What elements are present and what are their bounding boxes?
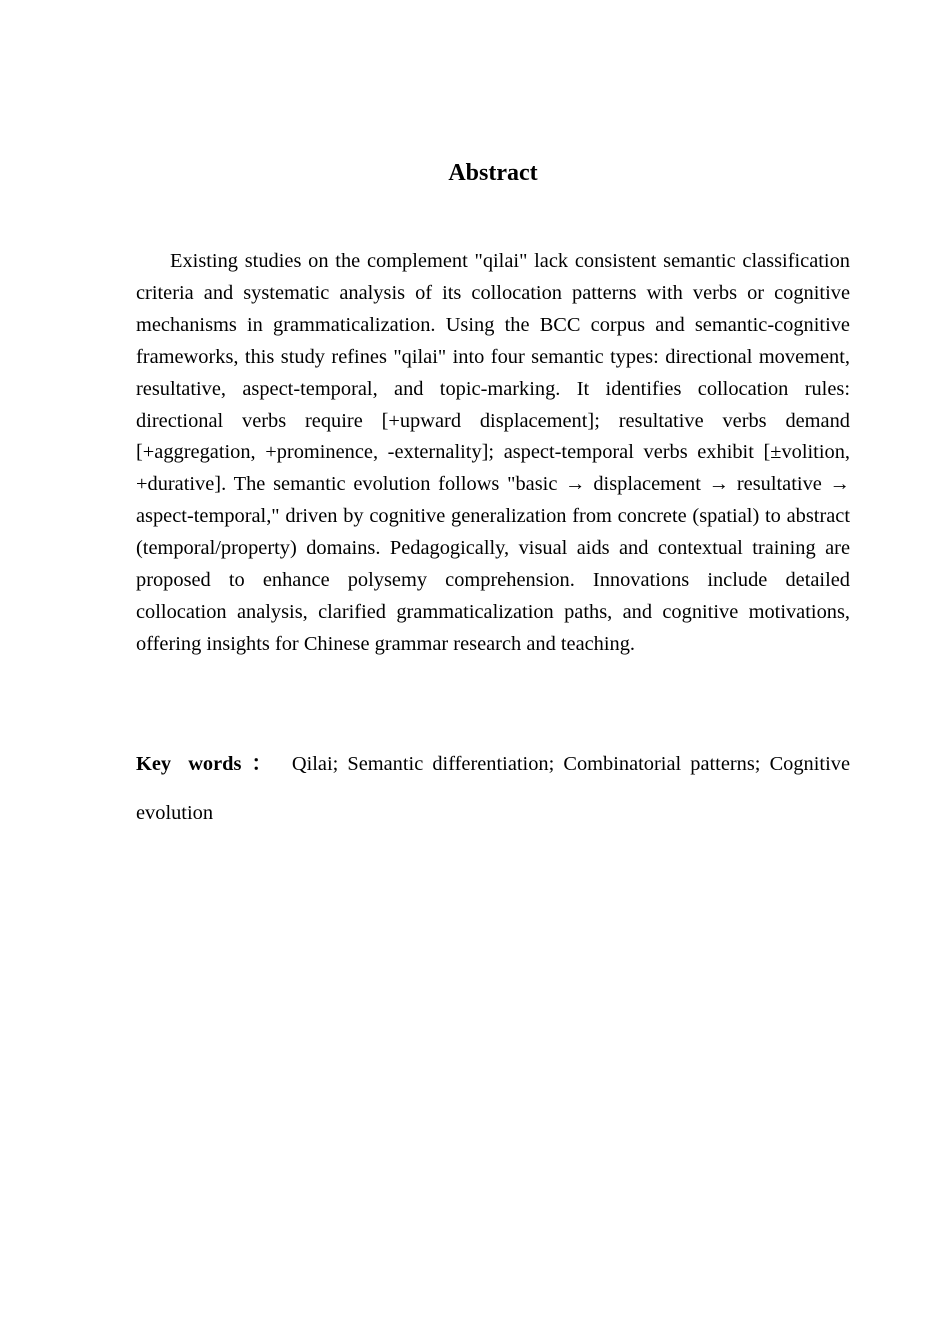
keywords-line [136,740,850,838]
keywords-colon: ： [247,753,276,775]
keywords-label: Key words [136,753,242,775]
abstract-paragraph: Existing studies on the complement "qilai" lack consistent semantic classification criteria and systematic analysis of its collocation patterns with verbs or cognitive mechanisms in grammaticalization. Using the BCC corpus and semantic-cognitive frameworks, this study refines "qilai" into four semantic types: directional movement, resultative, aspect-temporal, and topic-marking. It identifies collocation rules: directional verbs require [+upward displacement]; resultative verbs demand [+aggregation, +prominence, -externality]; aspect-temporal verbs exhibit [±volition, +durative]. The semantic evolution follows "basic → displacement → resultative → aspect-temporal," driven by cognitive generalization from concrete (spatial) to abstract (temporal/property) domains. Pedagogically, visual aids and contextual training are proposed to enhance polysemy comprehension. Innovations include detailed collocation analysis, clarified grammaticalization paths, and cognitive motivations, offering insights for Chinese grammar research and teaching. [136,250,850,655]
abstract-title: Abstract [448,160,538,186]
keywords-list: Qilai; Semantic differentiation; Combinatorial patterns; Cognitive evolution [136,753,850,824]
